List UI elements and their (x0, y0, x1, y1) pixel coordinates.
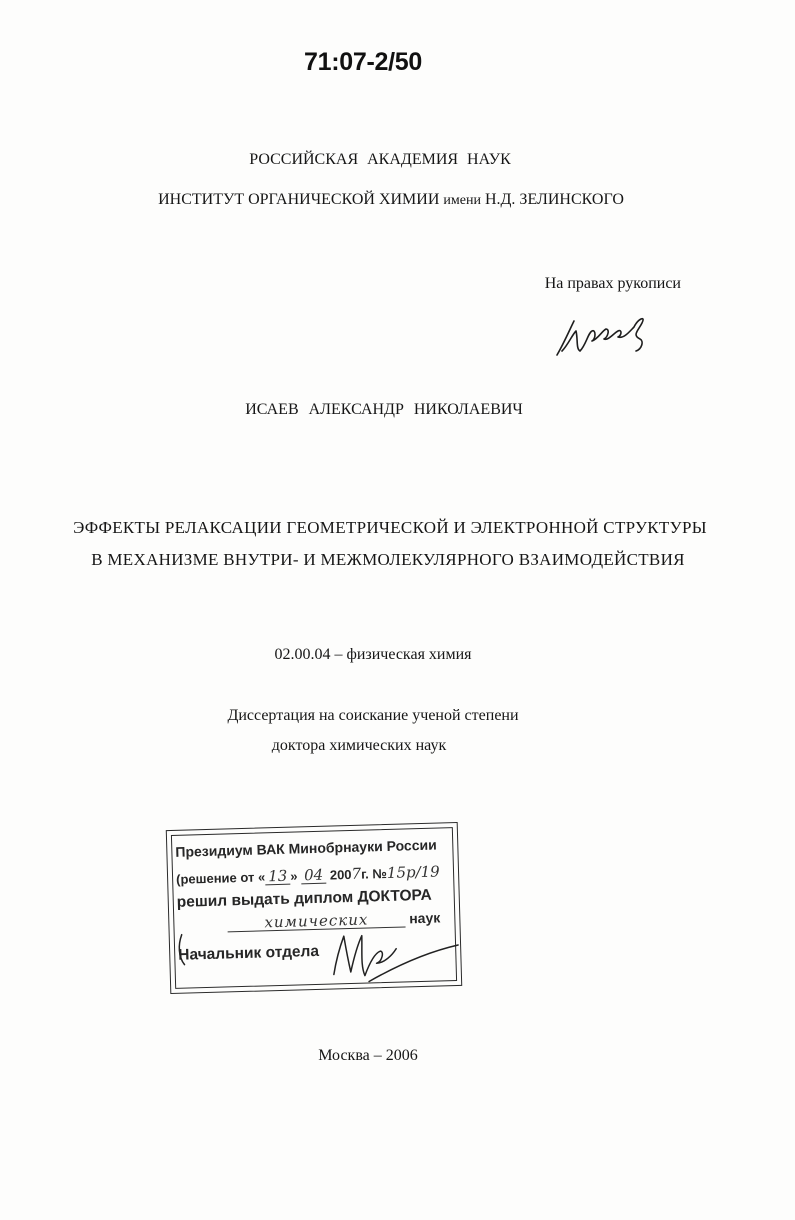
title-line-2: В МЕХАНИЗМЕ ВНУТРИ- И МЕЖМОЛЕКУЛЯРНОГО ВЗАИМОДЕЙСТВИЯ (91, 550, 685, 569)
archive-code: 71:07-2/50 (304, 48, 422, 76)
author-name: ИСАЕВ АЛЕКСАНДР НИКОЛАЕВИЧ (245, 401, 523, 418)
degree-line-2: доктора химических наук (271, 737, 447, 754)
title-line-1: ЭФФЕКТЫ РЕЛАКСАЦИИ ГЕОМЕТРИЧЕСКОЙ И ЭЛЕКТРОННОЙ СТРУКТУРЫ (73, 518, 707, 537)
institute-name (91, 190, 691, 211)
science-handwritten: химических (227, 910, 405, 932)
decision-number-label: г. № (360, 865, 388, 882)
institute-imeni: имени (443, 193, 481, 208)
decision-day: 13 (265, 869, 291, 886)
stamp-presidium: Президиум ВАК Минобрнауки России (175, 836, 437, 860)
vak-stamp (166, 822, 462, 994)
author-signature (552, 305, 657, 363)
manuscript-note: На правах рукописи (544, 275, 681, 292)
decision-year-printed: 200 (329, 866, 352, 883)
decision-prefix: (решение от « (175, 869, 266, 887)
specialty: 02.00.04 – физическая химия (274, 646, 472, 663)
decision-number: 15р/19 (386, 862, 440, 882)
decision-month: 04 (301, 868, 327, 885)
decision-year-handwritten: 7 (351, 864, 362, 883)
academy-name: РОССИЙСКАЯ АКАДЕМИЯ НАУК (249, 151, 511, 168)
science-suffix: наук (408, 909, 441, 927)
decision-quote-close: » (290, 868, 298, 884)
institute-prefix: ИНСТИТУТ ОРГАНИЧЕСКОЙ ХИМИИ (158, 191, 440, 208)
stamp-head-label: Начальник отдела (178, 942, 320, 964)
city-year: Москва – 2006 (318, 1047, 418, 1064)
degree-line-1: Диссертация на соискание ученой степени (227, 707, 519, 724)
stamp-resolution: решил выдать диплом ДОКТОРА (176, 886, 432, 911)
institute-eponym: Н.Д. ЗЕЛИНСКОГО (484, 191, 624, 208)
